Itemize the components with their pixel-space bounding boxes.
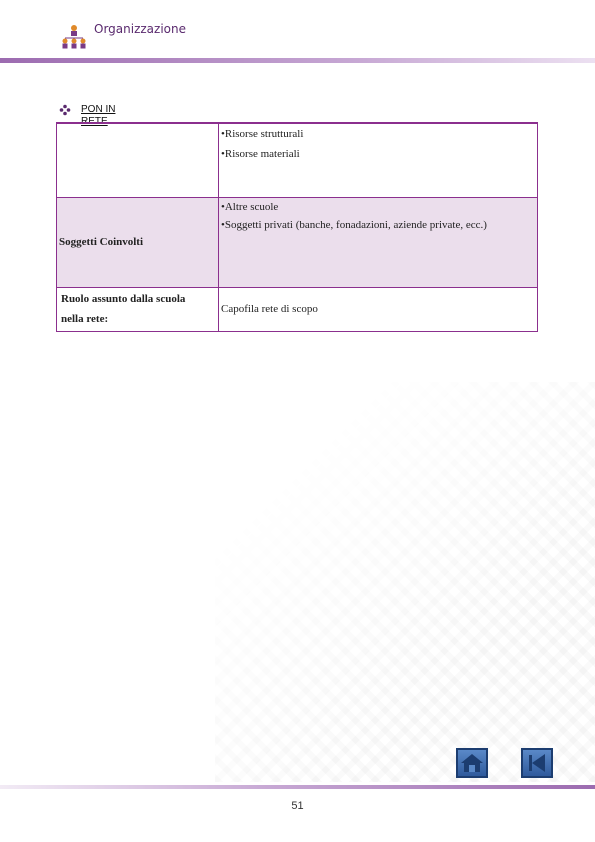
home-icon: [458, 750, 486, 776]
diamond-bullet-icon: [59, 104, 71, 116]
list-item: •Risorse materiali: [221, 148, 300, 160]
school-role-label-line: nella rete:: [61, 313, 109, 325]
resources-cell: [219, 123, 538, 197]
back-icon: [523, 750, 551, 776]
header-title: Organizzazione: [94, 22, 186, 36]
network-info-table: [56, 122, 538, 332]
involved-subjects-label: Soggetti Coinvolti: [57, 197, 219, 287]
table-row: [57, 197, 538, 287]
involved-subjects-cell: [219, 197, 538, 287]
organization-logo-icon: [60, 24, 88, 50]
home-button[interactable]: [456, 748, 488, 778]
section-title: PON IN RETE: [81, 104, 116, 127]
footer-divider: [0, 785, 595, 789]
table-cell-empty: [57, 123, 219, 197]
school-role-label-line: Ruolo assunto dalla scuola: [61, 293, 186, 305]
back-button[interactable]: [521, 748, 553, 778]
background-pattern: [215, 382, 595, 782]
list-item: •Altre scuole: [221, 200, 279, 213]
header-divider: [0, 58, 595, 63]
table-row: [57, 123, 538, 197]
list-item: •Risorse strutturali: [221, 128, 304, 140]
school-role-value: Capofila rete di scopo: [219, 287, 538, 331]
school-role-label: [57, 287, 219, 331]
table-row: [57, 287, 538, 331]
page-number: 51: [291, 800, 304, 812]
list-item: •Soggetti privati (banche, fonadazioni, aziende private, ecc.): [221, 218, 487, 231]
